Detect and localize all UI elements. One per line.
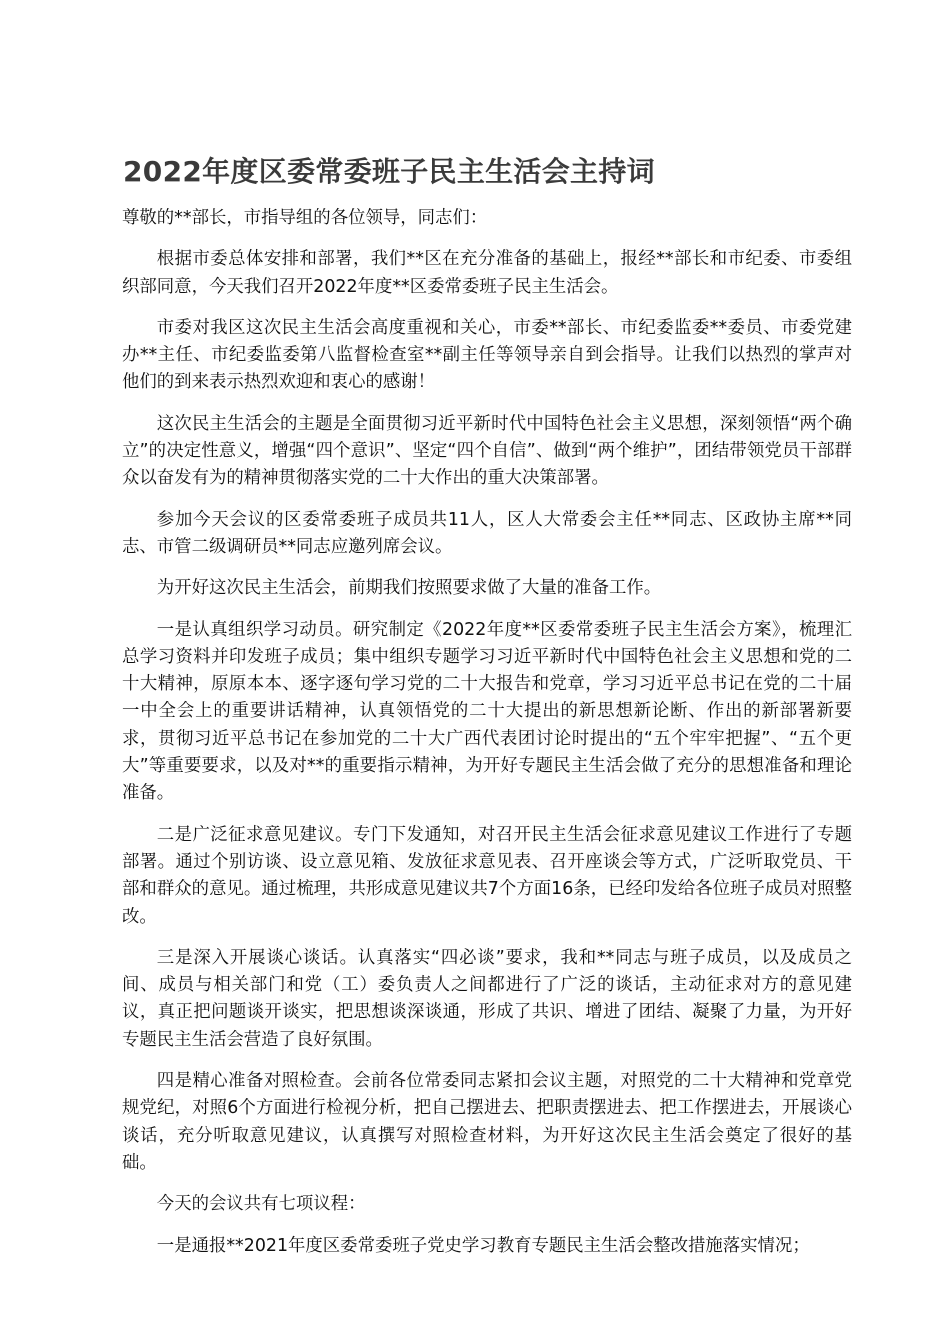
body-paragraph: 这次民主生活会的主题是全面贯彻习近平新时代中国特色社会主义思想，深刻领悟“两个确立”的决定性意义，增强“四个意识”、坚定“四个自信”、做到“两个维护”，团结带领党员干部群众以奋发有为的精神贯彻落实党的二十大作出的重大决策部署。 [122, 413, 852, 489]
body-paragraph: 今天的会议共有七项议程： [156, 1194, 366, 1215]
document-title: 2022年度区委常委班子民主生活会主持词 [123, 155, 655, 188]
body-paragraph: 一是通报**2021年度区委常委班子党史学习教育专题民主生活会整改措施落实情况； [156, 1235, 810, 1256]
body-paragraph: 参加今天会议的区委常委班子成员共11人，区人大常委会主任**同志、区政协主席**同志、市管二级调研员**同志应邀列席会议。 [122, 509, 852, 557]
greeting-paragraph: 尊敬的**部长，市指导组的各位领导，同志们： [122, 208, 488, 228]
body-paragraph: 四是精心准备对照检查。会前各位常委同志紧扣会议主题，对照党的二十大精神和党章党规党纪，对照6个方面进行检视分析，把自己摆进去、把职责摆进去、把工作摆进去，开展谈心谈话，充分听取意见建议，认真撰写对照检查材料，为开好这次民主生活会奠定了很好的基础。 [122, 1071, 852, 1173]
body-paragraph: 二是广泛征求意见建议。专门下发通知，对召开民主生活会征求意见建议工作进行了专题部署。通过个别访谈、设立意见箱、发放征求意见表、召开座谈会等方式，广泛听取党员、干部和群众的意见。通过梳理，共形成意见建议共7个方面16条，已经印发给各位班子成员对照整改。 [122, 824, 852, 927]
body-paragraph: 根据市委总体安排和部署，我们**区在充分准备的基础上，报经**部长和市纪委、市委组织部同意，今天我们召开2022年度**区委常委班子民主生活会。 [122, 249, 852, 297]
body-paragraph: 市委对我区这次民主生活会高度重视和关心，市委**部长、市纪委监委**委员、市委党建办**主任、市纪委监委第八监督检查室**副主任等领导亲自到会指导。让我们以热烈的掌声对他们的到来表示热烈欢迎和衷心的感谢！ [122, 317, 852, 393]
body-paragraph: 为开好这次民主生活会，前期我们按照要求做了大量的准备工作。 [156, 578, 662, 599]
document-body [122, 205, 852, 1274]
body-paragraph: 一是认真组织学习动员。研究制定《2022年度**区委常委班子民主生活会方案》，梳理汇总学习资料并印发班子成员；集中组织专题学习习近平新时代中国特色社会主义思想和党的二十大精神，原原本本、逐字逐句学习党的二十大报告和党章，学习习近平总书记在党的二十届一中全会上的重要讲话精神，认真领悟党的二十大提出的新思想新论断、作出的新部署新要求，贯彻习近平总书记在参加党的二十大广西代表团讨论时提出的“五个牢牢把握”、“五个更大”等重要要求，以及对**的重要指示精神，为开好专题民主生活会做了充分的思想准备和理论准备。 [122, 619, 852, 804]
body-paragraph: 三是深入开展谈心谈话。认真落实“四必谈”要求，我和**同志与班子成员，以及成员之间、成员与相关部门和党（工）委负责人之间都进行了广泛的谈话，主动征求对方的意见建议，真正把问题谈开谈实，把思想谈深谈通，形成了共识、增进了团结、凝聚了力量，为开好专题民主生活会营造了良好氛围。 [122, 947, 852, 1050]
